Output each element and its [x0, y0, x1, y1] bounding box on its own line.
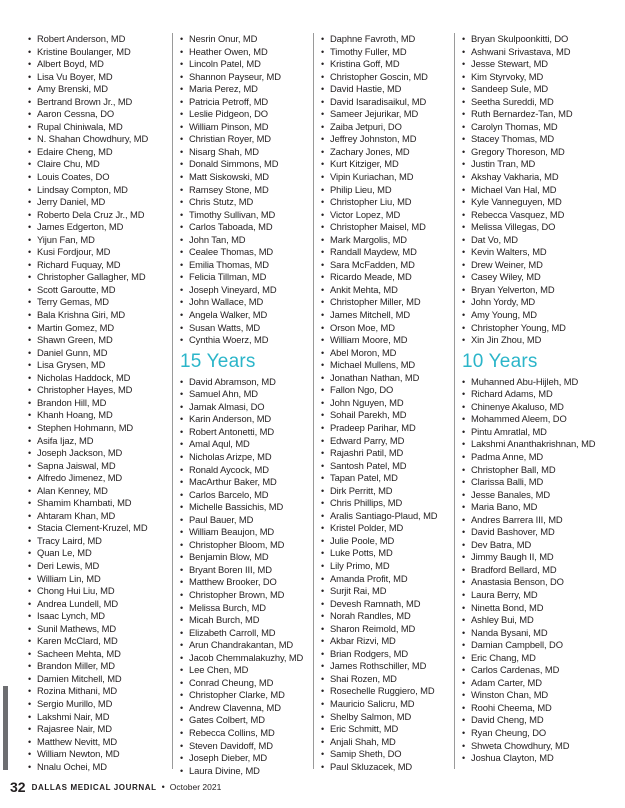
list-item: • Louis Coates, DO	[28, 171, 166, 184]
list-item: • Samip Sheth, DO	[321, 748, 459, 761]
list-item: • Clarissa Balli, MD	[462, 476, 617, 489]
list-item: • Kyle Vanneguyen, MD	[462, 196, 617, 209]
list-item: • Ramsey Stone, MD	[180, 184, 318, 197]
list-item: • Sandeep Sule, MD	[462, 83, 617, 96]
list-item: • Michael Van Hal, MD	[462, 184, 617, 197]
list-item: • MacArthur Baker, MD	[180, 476, 318, 489]
list-item: • Damian Campbell, DO	[462, 639, 617, 652]
list-item: • Tapan Patel, MD	[321, 472, 459, 485]
list-item: • Luke Potts, MD	[321, 547, 459, 560]
list-item: • Kusi Fordjour, MD	[28, 246, 166, 259]
list-item: • Mauricio Salicru, MD	[321, 698, 459, 711]
list-item: • Stacey Thomas, MD	[462, 133, 617, 146]
column-1	[28, 33, 166, 773]
list-item: • Angela Walker, MD	[180, 309, 318, 322]
list-item: • Fallon Ngo, DO	[321, 384, 459, 397]
list-item: • Bryan Yelverton, MD	[462, 284, 617, 297]
list-item: • Jesse Stewart, MD	[462, 58, 617, 71]
list-item: • Samuel Ahn, MD	[180, 388, 318, 401]
list-item: • Steven Davidoff, MD	[180, 740, 318, 753]
list-item: • Christopher Clarke, MD	[180, 689, 318, 702]
list-item: • Sameer Jejurikar, MD	[321, 108, 459, 121]
list-item: • Andrea Lundell, MD	[28, 598, 166, 611]
list-item: • Christopher Brown, MD	[180, 589, 318, 602]
list-item: • Ahtaram Khan, MD	[28, 510, 166, 523]
list-item: • Nanda Bysani, MD	[462, 627, 617, 640]
list-item: • William Lin, MD	[28, 573, 166, 586]
list-item: • Yijun Fan, MD	[28, 234, 166, 247]
list-item: • Dev Batra, MD	[462, 539, 617, 552]
list-item: • Lee Chen, MD	[180, 664, 318, 677]
list-item: • Kristina Goff, MD	[321, 58, 459, 71]
list-item: • Nesrin Onur, MD	[180, 33, 318, 46]
list-item: • Quan Le, MD	[28, 547, 166, 560]
list-item: • Lisa Vu Boyer, MD	[28, 71, 166, 84]
list-item: • Andrew Clavenna, MD	[180, 702, 318, 715]
list-item: • Stacia Clement-Kruzel, MD	[28, 522, 166, 535]
list-item: • Amal Aqul, MD	[180, 438, 318, 451]
list-item: • John Wallace, MD	[180, 296, 318, 309]
list-item: • Felicia Tillman, MD	[180, 271, 318, 284]
list-item: • Timothy Sullivan, MD	[180, 209, 318, 222]
list-item: • Shannon Payseur, MD	[180, 71, 318, 84]
member-list	[462, 376, 617, 765]
list-item: • Richard Adams, MD	[462, 388, 617, 401]
list-item: • Scott Garoutte, MD	[28, 284, 166, 297]
list-item: • Jamak Almasi, DO	[180, 401, 318, 414]
list-item: • Roohi Cheema, MD	[462, 702, 617, 715]
list-item: • Orson Moe, MD	[321, 322, 459, 335]
list-item: • Norah Randles, MD	[321, 610, 459, 623]
list-item: • Devesh Ramnath, MD	[321, 598, 459, 611]
list-item: • Rajashri Patil, MD	[321, 447, 459, 460]
list-item: • Pintu Amratlal, MD	[462, 426, 617, 439]
list-item: • Christopher Gallagher, MD	[28, 271, 166, 284]
list-item: • Amanda Profit, MD	[321, 573, 459, 586]
list-item: • Paul Bauer, MD	[180, 514, 318, 527]
list-item: • Christian Royer, MD	[180, 133, 318, 146]
page-footer	[10, 776, 221, 798]
list-item: • Patricia Petroff, MD	[180, 96, 318, 109]
list-item: • Kevin Walters, MD	[462, 246, 617, 259]
list-item: • Jeffrey Johnston, MD	[321, 133, 459, 146]
list-item: • Christopher Young, MD	[462, 322, 617, 335]
list-item: • Surjit Rai, MD	[321, 585, 459, 598]
list-item: • Rebecca Collins, MD	[180, 727, 318, 740]
list-item: • Bradford Bellard, MD	[462, 564, 617, 577]
list-item: • Karen McClard, MD	[28, 635, 166, 648]
column-4	[462, 33, 617, 765]
list-item: • Michael Mullens, MD	[321, 359, 459, 372]
list-item: • Heather Owen, MD	[180, 46, 318, 59]
list-item: • Anastasia Benson, DO	[462, 576, 617, 589]
list-item: • Donald Simmons, MD	[180, 158, 318, 171]
list-item: • Shelby Salmon, MD	[321, 711, 459, 724]
list-item: • Akbar Rizvi, MD	[321, 635, 459, 648]
list-item: • Nicholas Haddock, MD	[28, 372, 166, 385]
column-2	[180, 33, 318, 777]
list-item: • Ashley Bui, MD	[462, 614, 617, 627]
list-item: • Santosh Patel, MD	[321, 460, 459, 473]
list-item: • Jonathan Nathan, MD	[321, 372, 459, 385]
list-item: • Jerry Daniel, MD	[28, 196, 166, 209]
list-item: • Mohammed Aleem, DO	[462, 413, 617, 426]
list-item: • Jesse Banales, MD	[462, 489, 617, 502]
list-item: • Emilia Thomas, MD	[180, 259, 318, 272]
list-item: • Carlos Taboada, MD	[180, 221, 318, 234]
column-divider	[454, 33, 455, 769]
list-item: • Eric Chang, MD	[462, 652, 617, 665]
member-list	[180, 376, 318, 778]
list-item: • Robert Anderson, MD	[28, 33, 166, 46]
list-item: • Brandon Miller, MD	[28, 660, 166, 673]
publication-name: DALLAS MEDICAL JOURNAL	[31, 782, 157, 792]
list-item: • Paul Skluzacek, MD	[321, 761, 459, 774]
list-item: • Lincoln Patel, MD	[180, 58, 318, 71]
list-item: • Cynthia Woerz, MD	[180, 334, 318, 347]
list-item: • Chris Phillips, MD	[321, 497, 459, 510]
list-item: • Arun Chandrakantan, MD	[180, 639, 318, 652]
list-item: • Victor Lopez, MD	[321, 209, 459, 222]
list-item: • Benjamin Blow, MD	[180, 551, 318, 564]
member-list	[462, 33, 617, 347]
list-item: • John Tan, MD	[180, 234, 318, 247]
list-item: • Kristine Boulanger, MD	[28, 46, 166, 59]
list-item: • Elizabeth Carroll, MD	[180, 627, 318, 640]
list-item: • Joshua Clayton, MD	[462, 752, 617, 765]
list-item: • William Beaujon, MD	[180, 526, 318, 539]
member-list	[28, 33, 166, 773]
list-item: • Julie Poole, MD	[321, 535, 459, 548]
list-item: • Adam Carter, MD	[462, 677, 617, 690]
list-item: • Rajasree Nair, MD	[28, 723, 166, 736]
issue-date: October 2021	[169, 782, 222, 792]
list-item: • Nicholas Arizpe, MD	[180, 451, 318, 464]
list-item: • Amy Brenski, MD	[28, 83, 166, 96]
list-item: • Ashwani Srivastava, MD	[462, 46, 617, 59]
list-item: • Karin Anderson, MD	[180, 413, 318, 426]
list-item: • Ankit Mehta, MD	[321, 284, 459, 297]
list-item: • Maria Perez, MD	[180, 83, 318, 96]
list-item: • Brian Rodgers, MD	[321, 648, 459, 661]
list-item: • Justin Tran, MD	[462, 158, 617, 171]
list-item: • Melissa Burch, MD	[180, 602, 318, 615]
list-item: • Conrad Cheung, MD	[180, 677, 318, 690]
column-divider	[313, 33, 314, 769]
list-item: • Aaron Cessna, DO	[28, 108, 166, 121]
list-item: • Sapna Jaiswal, MD	[28, 460, 166, 473]
section-heading-10-years: 10 Years	[462, 350, 538, 372]
list-item: • Albert Boyd, MD	[28, 58, 166, 71]
list-item: • Susan Watts, MD	[180, 322, 318, 335]
list-item: • Nisarg Shah, MD	[180, 146, 318, 159]
list-item: • Melissa Villegas, DO	[462, 221, 617, 234]
list-item: • James Mitchell, MD	[321, 309, 459, 322]
list-item: • Deri Lewis, MD	[28, 560, 166, 573]
list-item: • Shweta Chowdhury, MD	[462, 740, 617, 753]
list-item: • Carlos Barcelo, MD	[180, 489, 318, 502]
list-item: • Pradeep Parihar, MD	[321, 422, 459, 435]
list-item: • Joseph Vineyard, MD	[180, 284, 318, 297]
list-item: • Dirk Perritt, MD	[321, 485, 459, 498]
list-item: • Alan Kenney, MD	[28, 485, 166, 498]
list-item: • Sunil Mathews, MD	[28, 623, 166, 636]
list-item: • Mark Margolis, MD	[321, 234, 459, 247]
list-item: • Matt Siskowski, MD	[180, 171, 318, 184]
section-heading-15-years: 15 Years	[180, 350, 256, 372]
list-item: • Brandon Hill, MD	[28, 397, 166, 410]
list-item: • Akshay Vakharia, MD	[462, 171, 617, 184]
list-item: • Matthew Brooker, DO	[180, 576, 318, 589]
list-item: • Randall Maydew, MD	[321, 246, 459, 259]
list-item: • Joseph Jackson, MD	[28, 447, 166, 460]
list-item: • Joseph Dieber, MD	[180, 752, 318, 765]
list-item: • Matthew Nevitt, MD	[28, 736, 166, 749]
list-item: • William Moore, MD	[321, 334, 459, 347]
list-item: • Cealee Thomas, MD	[180, 246, 318, 259]
list-item: • Chris Stutz, MD	[180, 196, 318, 209]
list-item: • Ronald Aycock, MD	[180, 464, 318, 477]
list-item: • David Bashover, MD	[462, 526, 617, 539]
list-item: • Bertrand Brown Jr., MD	[28, 96, 166, 109]
list-item: • Zachary Jones, MD	[321, 146, 459, 159]
list-item: • Sohail Parekh, MD	[321, 409, 459, 422]
list-item: • Sara McFadden, MD	[321, 259, 459, 272]
member-list	[321, 33, 459, 773]
list-item: • Amy Young, MD	[462, 309, 617, 322]
list-item: • Rebecca Vasquez, MD	[462, 209, 617, 222]
list-item: • Padma Anne, MD	[462, 451, 617, 464]
list-item: • David Hastie, MD	[321, 83, 459, 96]
list-item: • Ninetta Bond, MD	[462, 602, 617, 615]
list-item: • Isaac Lynch, MD	[28, 610, 166, 623]
list-item: • John Nguyen, MD	[321, 397, 459, 410]
page-edge-mark	[3, 686, 8, 770]
list-item: • Bala Krishna Giri, MD	[28, 309, 166, 322]
list-item: • Lakshmi Nair, MD	[28, 711, 166, 724]
footer-separator: •	[161, 782, 165, 792]
list-item: • Carlos Cardenas, MD	[462, 664, 617, 677]
list-item: • Daniel Gunn, MD	[28, 347, 166, 360]
list-item: • Laura Berry, MD	[462, 589, 617, 602]
list-item: • Daphne Favroth, MD	[321, 33, 459, 46]
list-item: • John Yordy, MD	[462, 296, 617, 309]
list-item: • Christopher Hayes, MD	[28, 384, 166, 397]
list-item: • Martin Gomez, MD	[28, 322, 166, 335]
list-item: • Anjali Shah, MD	[321, 736, 459, 749]
list-item: • Winston Chan, MD	[462, 689, 617, 702]
list-item: • James Rothschiller, MD	[321, 660, 459, 673]
list-item: • Sharon Reimold, MD	[321, 623, 459, 636]
list-item: • Sergio Murillo, MD	[28, 698, 166, 711]
list-item: • Lakshmi Ananthakrishnan, MD	[462, 438, 617, 451]
list-item: • Kurt Kitziger, MD	[321, 158, 459, 171]
list-item: • Dat Vo, MD	[462, 234, 617, 247]
list-item: • Eric Schmitt, MD	[321, 723, 459, 736]
list-item: • Richard Fuquay, MD	[28, 259, 166, 272]
list-item: • Shawn Green, MD	[28, 334, 166, 347]
list-item: • David Cheng, MD	[462, 714, 617, 727]
list-item: • William Pinson, MD	[180, 121, 318, 134]
list-item: • Christopher Maisel, MD	[321, 221, 459, 234]
list-item: • Rozina Mithani, MD	[28, 685, 166, 698]
list-item: • Christopher Ball, MD	[462, 464, 617, 477]
list-item: • Christopher Goscin, MD	[321, 71, 459, 84]
list-item: • Ryan Cheung, DO	[462, 727, 617, 740]
list-item: • Chong Hui Liu, MD	[28, 585, 166, 598]
list-item: • Timothy Fuller, MD	[321, 46, 459, 59]
list-item: • Lisa Grysen, MD	[28, 359, 166, 372]
list-item: • Xin Jin Zhou, MD	[462, 334, 617, 347]
list-item: • Michelle Bassichis, MD	[180, 501, 318, 514]
list-item: • Casey Wiley, MD	[462, 271, 617, 284]
column-3	[321, 33, 459, 773]
list-item: • Seetha Sureddi, MD	[462, 96, 617, 109]
list-item: • David Isaradisaikul, MD	[321, 96, 459, 109]
list-item: • Christopher Bloom, MD	[180, 539, 318, 552]
list-item: • Carolyn Thomas, MD	[462, 121, 617, 134]
list-item: • Lindsay Compton, MD	[28, 184, 166, 197]
list-item: • Chinenye Akaluso, MD	[462, 401, 617, 414]
list-item: • Christopher Miller, MD	[321, 296, 459, 309]
list-item: • Shai Rozen, MD	[321, 673, 459, 686]
list-item: • Nnalu Ochei, MD	[28, 761, 166, 774]
list-item: • Maria Bano, MD	[462, 501, 617, 514]
list-item: • Roberto Dela Cruz Jr., MD	[28, 209, 166, 222]
list-item: • Leslie Pidgeon, DO	[180, 108, 318, 121]
list-item: • Jimmy Baugh II, MD	[462, 551, 617, 564]
list-item: • Sacheen Mehta, MD	[28, 648, 166, 661]
list-item: • Drew Weiner, MD	[462, 259, 617, 272]
list-item: • Edaire Cheng, MD	[28, 146, 166, 159]
member-list	[180, 33, 318, 347]
list-item: • Damien Mitchell, MD	[28, 673, 166, 686]
list-item: • Claire Chu, MD	[28, 158, 166, 171]
list-item: • Gates Colbert, MD	[180, 714, 318, 727]
list-item: • Kristel Polder, MD	[321, 522, 459, 535]
list-item: • Gregory Thoreson, MD	[462, 146, 617, 159]
list-item: • Christopher Liu, MD	[321, 196, 459, 209]
list-item: • Alfredo Jimenez, MD	[28, 472, 166, 485]
list-item: • Asifa Ijaz, MD	[28, 435, 166, 448]
list-item: • Stephen Hohmann, MD	[28, 422, 166, 435]
list-item: • Khanh Hoang, MD	[28, 409, 166, 422]
list-item: • Terry Gemas, MD	[28, 296, 166, 309]
list-item: • David Abramson, MD	[180, 376, 318, 389]
list-item: • James Edgerton, MD	[28, 221, 166, 234]
list-item: • Vipin Kuriachan, MD	[321, 171, 459, 184]
list-item: • Zaiba Jetpuri, DO	[321, 121, 459, 134]
list-item: • Ricardo Meade, MD	[321, 271, 459, 284]
list-item: • Kim Styrvoky, MD	[462, 71, 617, 84]
list-item: • Rosechelle Ruggiero, MD	[321, 685, 459, 698]
list-item: • Tracy Laird, MD	[28, 535, 166, 548]
list-item: • Muhanned Abu-Hijleh, MD	[462, 376, 617, 389]
list-item: • Rupal Chiniwala, MD	[28, 121, 166, 134]
list-item: • Robert Antonetti, MD	[180, 426, 318, 439]
list-item: • Micah Burch, MD	[180, 614, 318, 627]
list-item: • Jacob Chemmalakuzhy, MD	[180, 652, 318, 665]
list-item: • Abel Moron, MD	[321, 347, 459, 360]
column-divider	[172, 33, 173, 769]
list-item: • Andres Barrera III, MD	[462, 514, 617, 527]
list-item: • Shamim Khambati, MD	[28, 497, 166, 510]
list-item: • Ruth Bernardez-Tan, MD	[462, 108, 617, 121]
list-item: • William Newton, MD	[28, 748, 166, 761]
list-item: • Bryan Skulpoonkitti, DO	[462, 33, 617, 46]
list-item: • Bryant Boren III, MD	[180, 564, 318, 577]
list-item: • Laura Divine, MD	[180, 765, 318, 778]
list-item: • Lily Primo, MD	[321, 560, 459, 573]
list-item: • Aralis Santiago-Plaud, MD	[321, 510, 459, 523]
list-item: • N. Shahan Chowdhury, MD	[28, 133, 166, 146]
page-number: 32	[10, 779, 26, 795]
list-item: • Philip Lieu, MD	[321, 184, 459, 197]
list-item: • Edward Parry, MD	[321, 435, 459, 448]
